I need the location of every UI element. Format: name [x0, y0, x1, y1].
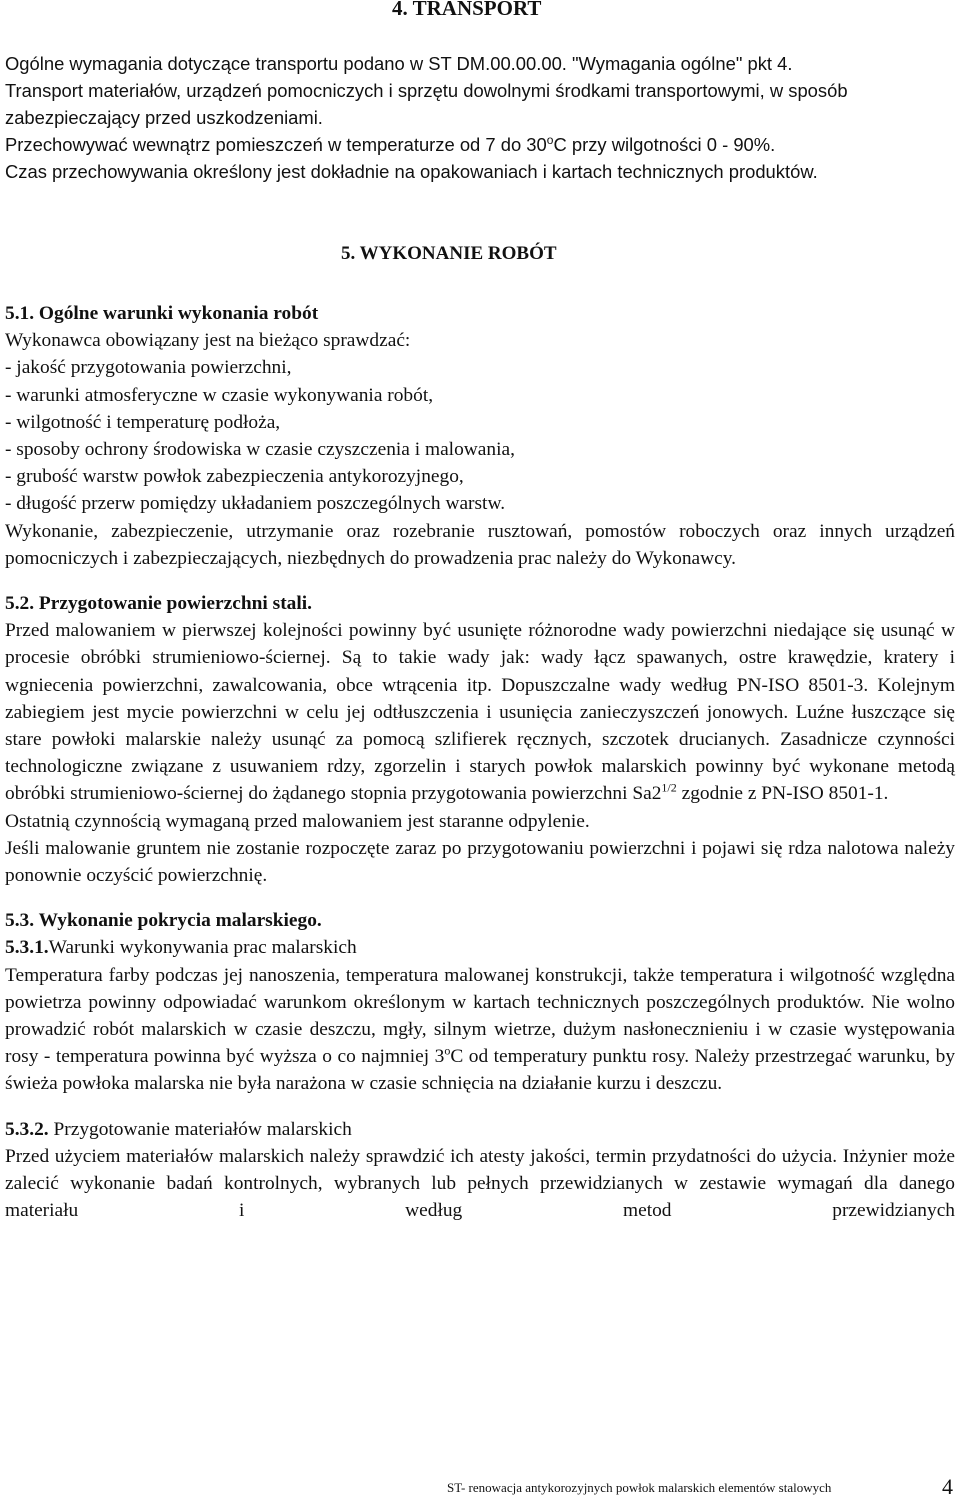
footer-title: ST- renowacja antykorozyjnych powłok malarskich elementów stalowych	[447, 1480, 832, 1495]
section-5-heading: 5. WYKONANIE ROBÓT	[341, 243, 557, 264]
storage-temperature-paragraph: Przechowywać wewnątrz pomieszczeń w temperaturze od 7 do 30$^o$C przy wilgotności 0 - 90%.	[5, 132, 776, 155]
storage-time-paragraph: Czas przechowywania określony jest dokładnie na opakowaniach i kartach technicznych produktów.	[5, 161, 818, 182]
section-5-2-title: 5.2. Przygotowanie powierzchni stali.	[5, 593, 312, 615]
section-5-3-2-title: 5.3.2. Przygotowanie materiałów malarskich	[5, 1118, 352, 1140]
check-item-6: - długość przerw pomiędzy układaniem poszczególnych warstw.	[5, 493, 506, 515]
scaffolding-paragraph: Wykonanie, zabezpieczenie, utrzymanie oraz rozebranie rusztowań, pomostów roboczych oraz innych urządzeń pomocniczych i zabezpieczających, niezbędnych do prowadzenia prac należy do Wykonawcy.	[5, 520, 955, 569]
section-5-3-1-title: 5.3.1.Warunki wykonywania prac malarskich	[5, 937, 357, 959]
check-item-1: - jakość przygotowania powierzchni,	[5, 357, 292, 379]
transport-paragraph-1: Ogólne wymagania dotyczące transportu podano w ST DM.00.00.00. "Wymagania ogólne" pkt 4.	[5, 53, 793, 74]
check-item-3: - wilgotność i temperaturę podłoża,	[5, 411, 281, 433]
check-item-4: - sposoby ochrony środowiska w czasie czyszczenia i malowania,	[5, 439, 515, 461]
transport-section	[5, 50, 955, 185]
check-item-5: - grubość warstw powłok zabezpieczenia antykorozyjnego,	[5, 466, 464, 488]
check-item-2: - warunki atmosferyczne w czasie wykonywania robót,	[5, 384, 434, 406]
surface-preparation-paragraph: Przed malowaniem w pierwszej kolejności powinny być usunięte różnorodne wady powierzchni niedające się usunąć w procesie obróbki strumieniowo-ściernej. Są to takie wady jak: wady łącz spawanych, ostre krawędzie, kratery i wgniecenia powierzchni, zawalcowania, obce wtrącenia itp. Dopuszczalne wady według PN-ISO 8501-3. Kolejnym zabiegiem jest mycie powierzchni w celu jej odtłuszczenia i usunięcia zanieczyszczeń jonowych. Luźne łuszczące się stare powłoki malarskie należy usunąć za pomocą szlifierek ręcznych, szczotek drucianych. Zasadnicze czynności technologiczne związane z usuwaniem rdzy, zgorzelin i starych powłok malarskich powinny być wykonane metodą obróbki strumieniowo-ściernej do żądanego stopnia przygotowania powierzchni $Sa2^{1/2}$ zgodnie z PN-ISO 8501-1.	[5, 620, 955, 805]
dusting-paragraph: Ostatnią czynnością wymaganą przed malowaniem jest staranne odpylenie.	[5, 810, 590, 832]
section-5-body	[5, 300, 955, 1225]
page-number: 4	[942, 1474, 953, 1499]
material-check-paragraph: Przed użyciem materiałów malarskich należy sprawdzić ich atesty jakości, termin przydatności do użycia. Inżynier może zalecić wykonanie badań kontrolnych, wybranych lub pełnych przewidzianych w zestawie wymagań dla danego materiału i według metod przewidzianych	[5, 1145, 955, 1222]
section-5-1-title: 5.1. Ogólne warunki wykonania robót	[5, 303, 319, 324]
section-5-3-title: 5.3. Wykonanie pokrycia malarskiego.	[5, 910, 322, 932]
transport-paragraph-2: Transport materiałów, urządzeń pomocniczych i sprzętu dowolnymi środkami transportowymi, w sposób zabezpieczający przed uszkodzeniami.	[5, 80, 848, 128]
painting-conditions-paragraph: Temperatura farby podczas jej nanoszenia, temperatura malowanej konstrukcji, także temperatura i wilgotność względna powietrza powinny odpowiadać warunkom określonym w kartach technicznych poszczególnych produktów. Nie wolno prowadzić robót malarskich w czasie deszczu, mgły, silnym wietrze, dużym nasłonecznieniu i w czasie występowania rosy - temperatura powinna być wyższa o co najmniej 3$^o$C od temperatury punktu rosy. Należy przestrzegać warunku, by świeża powłoka malarska nie była narażona w czasie schnięcia na działanie kurzu i deszczu.	[5, 964, 956, 1095]
section-4-heading: 4. TRANSPORT	[392, 0, 542, 20]
section-5-1-intro: Wykonawca obowiązany jest na bieżąco sprawdzać:	[5, 330, 411, 352]
flash-rust-paragraph: Jeśli malowanie gruntem nie zostanie rozpoczęte zaraz po przygotowaniu powierzchni i pojawi się rdza nalotowa należy ponownie oczyścić powierzchnię.	[5, 837, 955, 887]
